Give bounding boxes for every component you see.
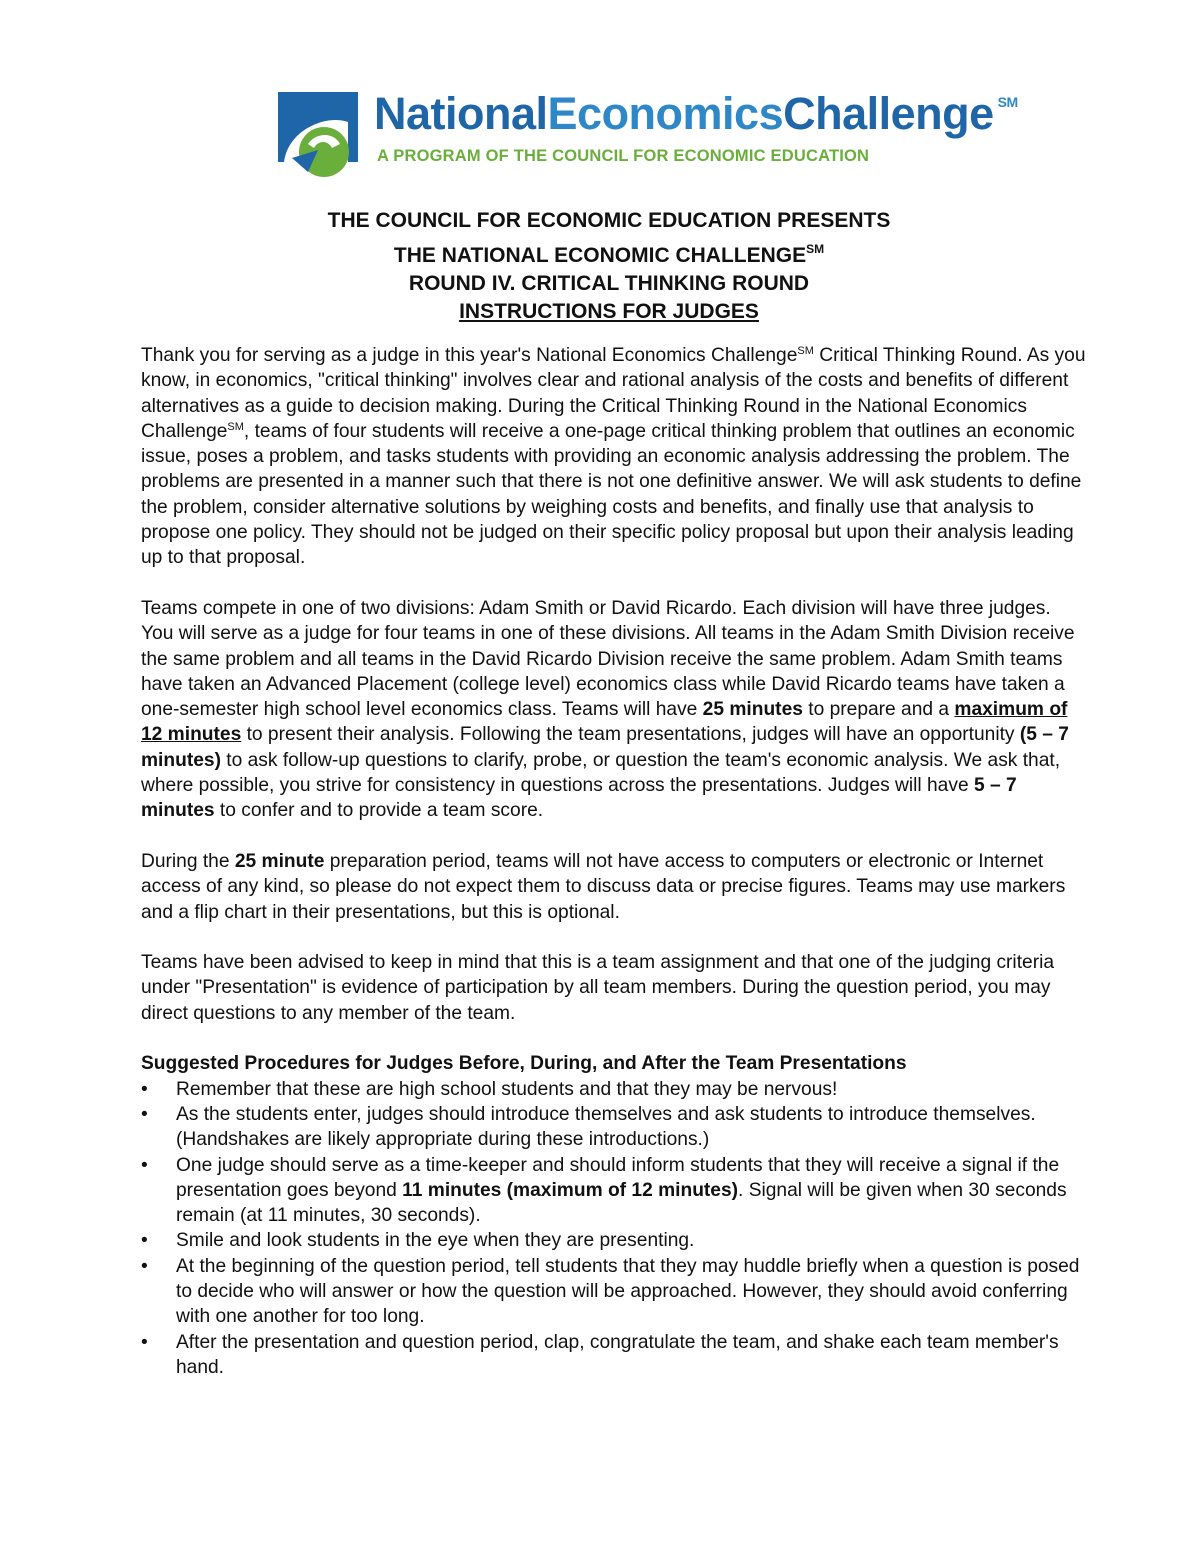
list-item-text: At the beginning of the question period, tell students that they may huddle briefly when a question is posed to decide who will answer or how the question will be approached. However, they should avoid conferring with one another for too long. — [176, 1255, 1080, 1328]
title-line-4 — [0, 298, 1200, 326]
p2-text-a: Teams compete in one of two divisions: Adam Smith or David Ricardo. Each division will have three judges. You will serve as a judge for four teams in one of these divisions. All teams in the Adam Smith Division receive the same problem and all teams in the David Ricardo Division receive the same problem. Adam Smith teams have taken an Advanced Placement (college level) economics class while David Ricardo teams have taken a one-semester high school level economics class. Teams will have — [141, 597, 1075, 721]
logo-word-challenge: Challenge — [783, 88, 994, 139]
signal-time-bold: 11 minutes (maximum of 12 minutes) — [402, 1179, 739, 1201]
bullet-icon: • — [141, 1331, 148, 1353]
list-item — [141, 1153, 1086, 1229]
p1-service-mark-2: SM — [227, 420, 244, 433]
paragraph-preparation — [141, 849, 1086, 925]
document-body — [141, 343, 1086, 1380]
bullet-icon: • — [141, 1154, 148, 1176]
p1-text-c: , teams of four students will receive a one-page critical thinking problem that outlines an economic issue, poses a problem, and tasks students with providing an economic analysis addressing the problem. The problems are presented in a manner such that there is not one definitive answer. We will ask students to define the problem, consider alternative solutions by weighing costs and benefits, and finally use that analysis to propose one policy. They should not be judged on their specific policy proposal but upon their analysis leading up to that proposal. — [141, 420, 1082, 569]
challenge-logo-icon — [278, 92, 360, 178]
logo-word-national: National — [374, 88, 548, 139]
bullet-icon: • — [141, 1255, 148, 1277]
procedures-heading: Suggested Procedures for Judges Before, During, and After the Team Presentations — [141, 1053, 907, 1075]
p2-text-g: to ask follow-up questions to clarify, probe, or question the team's economic analysis. We ask that, where possible, you strive for consistency in questions across the presentations. Judges will have — [141, 749, 1061, 797]
p2-text-e: to present their analysis. Following the team presentations, judges will have an opportunity — [241, 724, 1020, 746]
list-item — [141, 1330, 1086, 1381]
p2-question-time: (5 – 7 minutes) — [141, 724, 1069, 771]
paragraph-intro — [141, 343, 1086, 571]
bullet-icon: • — [141, 1230, 148, 1252]
paragraph-divisions — [141, 596, 1086, 824]
bullet-icon: • — [141, 1078, 148, 1100]
list-item-text: Smile and look students in the eye when they are presenting. — [176, 1230, 695, 1252]
logo-word-economics: Economics — [547, 88, 784, 139]
p1-text-b: Critical Thinking Round. As you know, in economics, "critical thinking" involves clear and rational analysis of the costs and benefits of different alternatives as a guide to decision making. During the Critical Thinking Round in the National Economics Challenge — [141, 345, 1086, 442]
p3-text-c: preparation period, teams will not have access to computers or electronic or Internet access of any kind, so please do not expect them to discuss data or precise figures. Teams may use markers and a flip chart in their presentations, but this is optional. — [141, 850, 1066, 923]
p2-text-c: to prepare and a — [802, 699, 955, 721]
list-item-text: As the students enter, judges should introduce themselves and ask students to introduce themselves. (Handshakes are likely appropriate during these introductions.) — [176, 1103, 1036, 1151]
list-item-text: One judge should serve as a time-keeper and should inform students that they will receive a signal if the presentation goes beyond — [176, 1154, 1060, 1201]
list-item-text: . Signal will be given when 30 seconds remain (at 11 minutes, 30 seconds). — [176, 1179, 1067, 1227]
list-item — [141, 1077, 1086, 1102]
title-line-4-text: INSTRUCTIONS FOR JUDGES — [459, 300, 759, 323]
logo-service-mark: SM — [997, 94, 1018, 110]
p2-text-i: to confer and to provide a team score. — [214, 800, 544, 822]
title-line-2-text: THE NATIONAL ECONOMIC CHALLENGE — [393, 244, 807, 267]
logo-wordmark — [374, 88, 1018, 140]
p1-service-mark-1: SM — [797, 345, 814, 357]
list-item-text: After the presentation and question period, clap, congratulate the team, and shake each team member's hand. — [176, 1331, 1059, 1378]
list-item — [141, 1102, 1086, 1153]
title-line-1: THE COUNCIL FOR ECONOMIC EDUCATION PRESENTS — [327, 209, 891, 232]
title-line-2 — [0, 235, 1200, 270]
p1-text-a: Thank you for serving as a judge in this year's National Economics Challenge — [141, 345, 798, 366]
title-service-mark: SM — [806, 242, 825, 256]
p2-prep-time: 25 minutes — [702, 699, 803, 721]
bullet-icon: • — [141, 1103, 148, 1125]
document-title-block — [0, 207, 1200, 326]
procedures-list — [141, 1077, 1086, 1381]
logo-tagline: A PROGRAM OF THE COUNCIL FOR ECONOMIC EDUCATION — [377, 147, 870, 165]
p2-confer-time: 5 – 7 minutes — [141, 775, 1017, 822]
p3-prep-time: 25 minute — [234, 850, 325, 872]
paragraph-team-participation: Teams have been advised to keep in mind that this is a team assignment and that one of the judging criteria under "Presentation" is evidence of participation by all team members. During the question period, you may direct questions to any member of the team. — [141, 952, 1055, 1024]
p2-max-time: maximum of 12 minutes — [141, 699, 1068, 746]
list-item — [141, 1228, 1086, 1253]
p3-text-a: During the — [141, 850, 235, 872]
list-item — [141, 1254, 1086, 1330]
list-item-text: Remember that these are high school students and that they may be nervous! — [176, 1078, 838, 1100]
logo — [278, 88, 1018, 180]
title-line-3: ROUND IV. CRITICAL THINKING ROUND — [408, 272, 810, 295]
